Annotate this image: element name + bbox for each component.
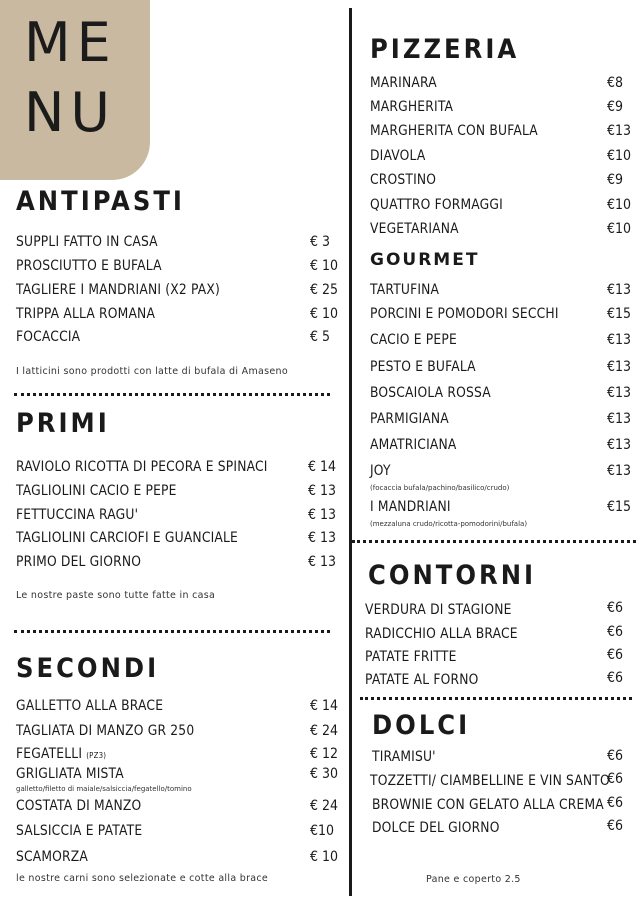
menu-item-price: € 13 (308, 507, 337, 523)
menu-item-description: galletto/filetto di maiale/salsiccia/fegatello/tomino (16, 785, 192, 793)
menu-item-price: €6 (607, 647, 624, 663)
menu-item-name: CROSTINO (370, 172, 437, 188)
menu-item-name: PROSCIUTTO E BUFALA (16, 258, 162, 274)
menu-item-price: € 13 (308, 483, 337, 499)
logo-line-2: NU (24, 81, 116, 144)
menu-item-label: FEGATELLI (16, 746, 83, 762)
menu-item-name: FOCACCIA (16, 329, 81, 345)
contorni-title: CONTORNI (368, 560, 537, 591)
menu-item-price: €13 (607, 332, 632, 348)
menu-item-price: €6 (607, 771, 624, 787)
menu-item-name: PRIMO DEL GIORNO (16, 554, 142, 570)
menu-item-name: VERDURA DI STAGIONE (365, 602, 512, 618)
menu-item-price: € 14 (308, 459, 337, 475)
menu-item-name: DOLCE DEL GIORNO (372, 820, 500, 836)
menu-item-price: € 3 (310, 234, 331, 250)
menu-item-price: €10 (607, 197, 632, 213)
menu-item-name: PATATE AL FORNO (365, 672, 479, 688)
menu-item-price: € 10 (310, 258, 339, 274)
menu-item-price: €6 (607, 818, 624, 834)
menu-item-price: € 13 (308, 530, 337, 546)
menu-logo (0, 0, 150, 180)
menu-item-name: RADICCHIO ALLA BRACE (365, 626, 518, 642)
menu-item-name: MARGHERITA CON BUFALA (370, 123, 538, 139)
menu-item-price: €8 (607, 75, 624, 91)
menu-item-description: (mezzaluna crudo/ricotta-pomodorini/bufala) (370, 520, 528, 528)
menu-item-price: €15 (607, 306, 632, 322)
menu-item-name: JOY (370, 463, 391, 479)
menu-item-name: PESTO E BUFALA (370, 359, 476, 375)
menu-item-price: €9 (607, 172, 624, 188)
dolci-title: DOLCI (372, 710, 471, 741)
menu-item-name: MARGHERITA (370, 99, 454, 115)
menu-item-name: TRIPPA ALLA ROMANA (16, 306, 156, 322)
menu-item-name: TAGLIATA DI MANZO GR 250 (16, 723, 195, 739)
menu-item-name: SUPPLI FATTO IN CASA (16, 234, 158, 250)
menu-item-name: AMATRICIANA (370, 437, 457, 453)
menu-item-price: €13 (607, 437, 632, 453)
menu-item-price: € 5 (310, 329, 331, 345)
menu-item-price: €6 (607, 600, 624, 616)
menu-item-name: GALLETTO ALLA BRACE (16, 698, 164, 714)
menu-item-name: QUATTRO FORMAGGI (370, 197, 503, 213)
menu-item-name: RAVIOLO RICOTTA DI PECORA E SPINACI (16, 459, 268, 475)
menu-item-name: GRIGLIATA MISTA (16, 766, 124, 782)
menu-item-price: € 14 (310, 698, 339, 714)
menu-item-price: €10 (607, 148, 632, 164)
menu-item-price: €10 (310, 823, 335, 839)
antipasti-note: I latticini sono prodotti con latte di bufala di Amaseno (16, 366, 288, 377)
menu-item-name: TIRAMISU' (372, 749, 436, 765)
menu-item-price: €13 (607, 359, 632, 375)
menu-item-price: €6 (607, 748, 624, 764)
section-divider (14, 630, 330, 633)
menu-item-price: € 25 (310, 282, 339, 298)
menu-item-name: I MANDRIANI (370, 499, 451, 515)
primi-note: Le nostre paste sono tutte fatte in casa (16, 590, 216, 601)
menu-item-price: € 13 (308, 554, 337, 570)
menu-item-price: €6 (607, 670, 624, 686)
section-divider (360, 697, 632, 700)
menu-item-name: TOZZETTI/ CIAMBELLINE E VIN SANTO (370, 773, 610, 789)
menu-item-name: SALSICCIA E PATATE (16, 823, 143, 839)
menu-item-price: €13 (607, 123, 632, 139)
menu-item-tag: (PZ3) (86, 751, 107, 760)
menu-item-price: €10 (607, 221, 632, 237)
menu-item-description: (focaccia bufala/pachino/basilico/crudo) (370, 484, 510, 492)
gourmet-title: GOURMET (370, 250, 480, 270)
menu-item-price: €6 (607, 795, 624, 811)
menu-item-price: €6 (607, 624, 624, 640)
menu-item-name: VEGETARIANA (370, 221, 459, 237)
menu-item-price: €15 (607, 499, 632, 515)
menu-item-name: PARMIGIANA (370, 411, 449, 427)
menu-item-name: PATATE FRITTE (365, 649, 457, 665)
menu-item-name: CACIO E PEPE (370, 332, 457, 348)
cover-charge-note: Pane e coperto 2.5 (426, 874, 521, 885)
menu-item-name: COSTATA DI MANZO (16, 798, 142, 814)
menu-item-price: €13 (607, 411, 632, 427)
secondi-title: SECONDI (16, 653, 160, 684)
menu-item-name: TARTUFINA (370, 282, 440, 298)
menu-item-price: €13 (607, 282, 632, 298)
menu-item-price: €9 (607, 99, 624, 115)
menu-item-name: MARINARA (370, 75, 437, 91)
menu-item-price: € 30 (310, 766, 339, 782)
menu-item-name: FETTUCCINA RAGU' (16, 507, 139, 523)
menu-item-name: BROWNIE CON GELATO ALLA CREMA (372, 797, 604, 813)
section-divider (14, 393, 330, 396)
menu-item-name: DIAVOLA (370, 148, 426, 164)
primi-title: PRIMI (16, 408, 110, 439)
column-divider (349, 8, 352, 896)
antipasti-title: ANTIPASTI (16, 186, 185, 217)
menu-item-price: € 24 (310, 723, 339, 739)
secondi-note: le nostre carni sono selezionate e cotte alla brace (16, 873, 269, 884)
pizzeria-title: PIZZERIA (370, 34, 520, 65)
logo-line-1: ME (24, 11, 117, 74)
menu-item-price: € 12 (310, 746, 339, 762)
menu-item-name: PORCINI E POMODORI SECCHI (370, 306, 559, 322)
menu-item-price: €13 (607, 385, 632, 401)
menu-item-price: € 10 (310, 306, 339, 322)
menu-item-name: TAGLIOLINI CACIO E PEPE (16, 483, 177, 499)
section-divider (352, 540, 636, 543)
menu-item-name: SCAMORZA (16, 849, 89, 865)
menu-item-name (16, 746, 106, 762)
menu-item-name: BOSCAIOLA ROSSA (370, 385, 491, 401)
menu-item-price: € 10 (310, 849, 339, 865)
menu-item-price: €13 (607, 463, 632, 479)
menu-item-name: TAGLIERE I MANDRIANI (X2 PAX) (16, 282, 220, 298)
menu-item-price: € 24 (310, 798, 339, 814)
menu-item-name: TAGLIOLINI CARCIOFI E GUANCIALE (16, 530, 239, 546)
